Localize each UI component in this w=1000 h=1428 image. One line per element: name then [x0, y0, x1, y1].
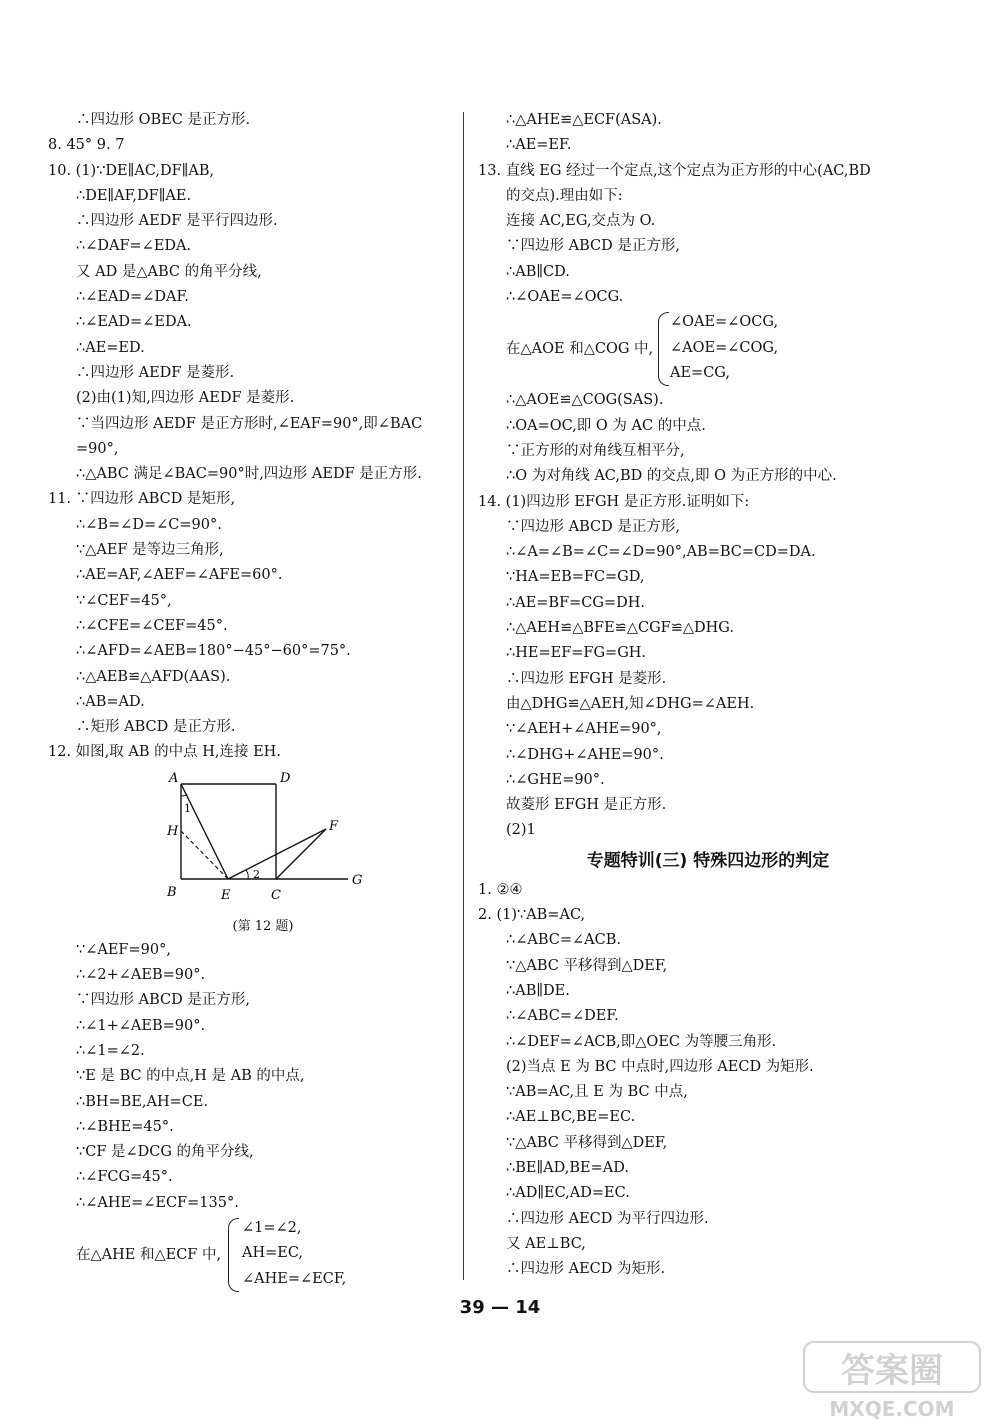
brace-item: ∠OAE=∠OCG, [670, 314, 779, 331]
figure-caption: (第 12 题) [232, 918, 294, 934]
text-line: 11. ∵四边形 ABCD 是矩形, [48, 491, 236, 508]
label-angle-2: 2 [253, 867, 260, 881]
text-line: ∴∠2+∠AEB=90°. [76, 967, 206, 984]
label-D: D [280, 770, 291, 786]
brace-symbol [228, 1218, 239, 1292]
column-divider [463, 112, 464, 1280]
text-line: ∴四边形 AEDF 是菱形. [76, 364, 235, 381]
brace-condition-group [48, 1216, 458, 1294]
text-line: 的交点).理由如下: [506, 187, 623, 204]
left-column [48, 108, 458, 1294]
right-column [478, 108, 898, 1282]
text-line: ∵△AEF 是等边三角形, [76, 542, 224, 559]
page-number: 39 — 14 [459, 1297, 541, 1318]
text-line: ∵正方形的对角线互相平分, [506, 442, 685, 459]
geometry-figure-12 [48, 766, 458, 916]
text-line: 1. ②④ [478, 881, 523, 898]
text-line: =90°, [76, 440, 119, 457]
text-line: ∴OA=OC,即 O 为 AC 的中点. [506, 417, 706, 434]
text-line: ∴∠CFE=∠CEF=45°. [76, 617, 228, 634]
text-line: ∴AE=BF=CG=DH. [506, 594, 646, 611]
text-line: ∴△AHE≌△ECF(ASA). [506, 112, 662, 128]
text-line: ∵△ABC 平移得到△DEF, [506, 957, 668, 974]
text-line: ∴∠ABC=∠DEF. [506, 1008, 619, 1025]
text-line: ∴AE⊥BC,BE=EC. [506, 1109, 636, 1126]
text-line: ∴∠DAF=∠EDA. [76, 238, 192, 255]
text-line: ∵∠AEH+∠AHE=90°, [506, 721, 662, 738]
text-line: ∴∠1+∠AEB=90°. [76, 1017, 206, 1034]
text-line: ∴∠ABC=∠ACB. [506, 932, 621, 949]
text-line: ∵HA=EB=FC=GD, [506, 569, 645, 586]
text-line: ∴O 为对角线 AC,BD 的交点,即 O 为正方形的中心. [506, 468, 837, 485]
brace-item: ∠1=∠2, [242, 1219, 302, 1236]
text-line: ∴△ABC 满足∠BAC=90°时,四边形 AEDF 是正方形. [76, 466, 422, 483]
text-line: ∴AB∥CD. [506, 263, 570, 280]
label-angle-1: 1 [184, 801, 191, 815]
label-E: E [221, 887, 231, 903]
text-line: ∴∠B=∠D=∠C=90°. [76, 516, 222, 533]
label-H: H [167, 823, 179, 839]
text-line: ∵∠AEF=90°, [76, 941, 171, 958]
text-line: 12. 如图,取 AB 的中点 H,连接 EH. [48, 744, 281, 761]
brace-lead: 在△AOE 和△COG 中, [506, 341, 654, 358]
text-line: ∵∠CEF=45°, [76, 592, 172, 609]
text-line: ∴AE=ED. [76, 339, 145, 356]
label-F: F [329, 818, 339, 834]
text-line: ∵四边形 ABCD 是正方形, [506, 518, 680, 535]
text-line: ∴∠AFD=∠AEB=180°−45°−60°=75°. [76, 643, 351, 660]
text-line: ∵△ABC 平移得到△DEF, [506, 1134, 668, 1151]
label-A: A [169, 770, 179, 786]
text-line: ∴∠AHE=∠ECF=135°. [76, 1194, 239, 1211]
text-line: ∴BH=BE,AH=CE. [76, 1093, 209, 1110]
text-line: ∴△AEH≌△BFE≌△CGF≌△DHG. [506, 620, 734, 637]
text-line: ∴AB∥DE. [506, 982, 570, 999]
brace-item: AH=EC, [242, 1245, 304, 1262]
label-B: B [167, 884, 177, 900]
section-heading: 专题特训(三) 特殊四边形的判定 [586, 850, 830, 871]
text-line: ∴∠DHG+∠AHE=90°. [506, 746, 664, 763]
text-line: ∴∠OAE=∠OCG. [506, 289, 624, 306]
text-line: ∴∠A=∠B=∠C=∠D=90°,AB=BC=CD=DA. [506, 544, 816, 561]
svg-text:MXQE.COM: MXQE.COM [829, 1397, 955, 1420]
text-line: ∴DE∥AF,DF∥AE. [76, 187, 192, 204]
brace-item: ∠AHE=∠ECF, [242, 1270, 347, 1287]
text-line: ∵AB=AC,且 E 为 BC 中点, [506, 1084, 688, 1101]
text-line: (2)1 [506, 822, 536, 839]
svg-text:答案圈: 答案圈 [841, 1351, 943, 1391]
text-line: ∴∠EAD=∠DAF. [76, 289, 189, 306]
text-line: ∴∠DEF=∠ACB,即△OEC 为等腰三角形. [506, 1033, 777, 1050]
text-line: ∴∠1=∠2. [76, 1042, 145, 1059]
text-line: ∴四边形 AECD 为矩形. [506, 1261, 666, 1278]
text-line: ∴四边形 AEDF 是平行四边形. [76, 213, 278, 230]
text-line: ∴BE∥AD,BE=AD. [506, 1159, 629, 1176]
text-line: (2)当点 E 为 BC 中点时,四边形 AECD 为矩形. [506, 1058, 814, 1075]
brace-lead: 在△AHE 和△ECF 中, [76, 1246, 222, 1263]
watermark-logo [802, 1340, 982, 1420]
text-line: 8. 45° 9. 7 [48, 137, 125, 154]
text-line: ∴AE=AF,∠AEF=∠AFE=60°. [76, 567, 283, 584]
text-line: ∵当四边形 AEDF 是正方形时,∠EAF=90°,即∠BAC [76, 415, 423, 432]
label-C: C [271, 887, 281, 903]
text-line: ∵E 是 BC 的中点,H 是 AB 的中点, [76, 1068, 305, 1085]
text-line: ∴四边形 OBEC 是正方形. [76, 112, 251, 128]
text-line: ∵CF 是∠DCG 的角平分线, [76, 1144, 254, 1161]
text-line: ∴AD∥EC,AD=EC. [506, 1185, 630, 1202]
text-line: ∴∠BHE=45°. [76, 1118, 174, 1135]
text-line: ∴矩形 ABCD 是正方形. [76, 719, 236, 736]
text-line: 2. (1)∵AB=AC, [478, 907, 586, 924]
text-line: ∵四边形 ABCD 是正方形, [76, 992, 250, 1009]
text-line: 又 AE⊥BC, [506, 1235, 586, 1252]
brace-item: AE=CG, [670, 364, 730, 381]
text-line: 10. (1)∵DE∥AC,DF∥AB, [48, 162, 215, 179]
text-line: ∴∠EAD=∠EDA. [76, 314, 192, 331]
text-line: 由△DHG≌△AEH,知∠DHG=∠AEH. [506, 695, 755, 712]
text-line: ∵四边形 ABCD 是正方形, [506, 238, 680, 255]
text-line: 连接 AC,EG,交点为 O. [506, 213, 656, 230]
text-line: ∴四边形 AECD 为平行四边形. [506, 1210, 709, 1227]
text-line: ∴△AOE≌△COG(SAS). [506, 392, 664, 409]
text-line: ∴∠GHE=90°. [506, 771, 605, 788]
brace-item: ∠AOE=∠COG, [670, 339, 779, 356]
text-line: ∴四边形 EFGH 是菱形. [506, 670, 667, 687]
text-line: 13. 直线 EG 经过一个定点,这个定点为正方形的中心(AC,BD [478, 162, 871, 179]
text-line: ∴∠FCG=45°. [76, 1169, 173, 1186]
text-line: ∴AE=EF. [506, 137, 572, 154]
text-line: ∴HE=EF=FG=GH. [506, 645, 647, 662]
text-line: 故菱形 EFGH 是正方形. [506, 797, 667, 814]
text-line: ∴AB=AD. [76, 693, 145, 710]
text-line: 14. (1)四边形 EFGH 是正方形.证明如下: [478, 493, 750, 510]
label-G: G [352, 872, 363, 888]
text-line: 又 AD 是△ABC 的角平分线, [76, 263, 262, 280]
brace-condition-group [478, 310, 898, 388]
text-line: ∴△AEB≌△AFD(AAS). [76, 668, 231, 685]
text-line: (2)由(1)知,四边形 AEDF 是菱形. [76, 390, 295, 407]
brace-symbol [658, 312, 669, 386]
